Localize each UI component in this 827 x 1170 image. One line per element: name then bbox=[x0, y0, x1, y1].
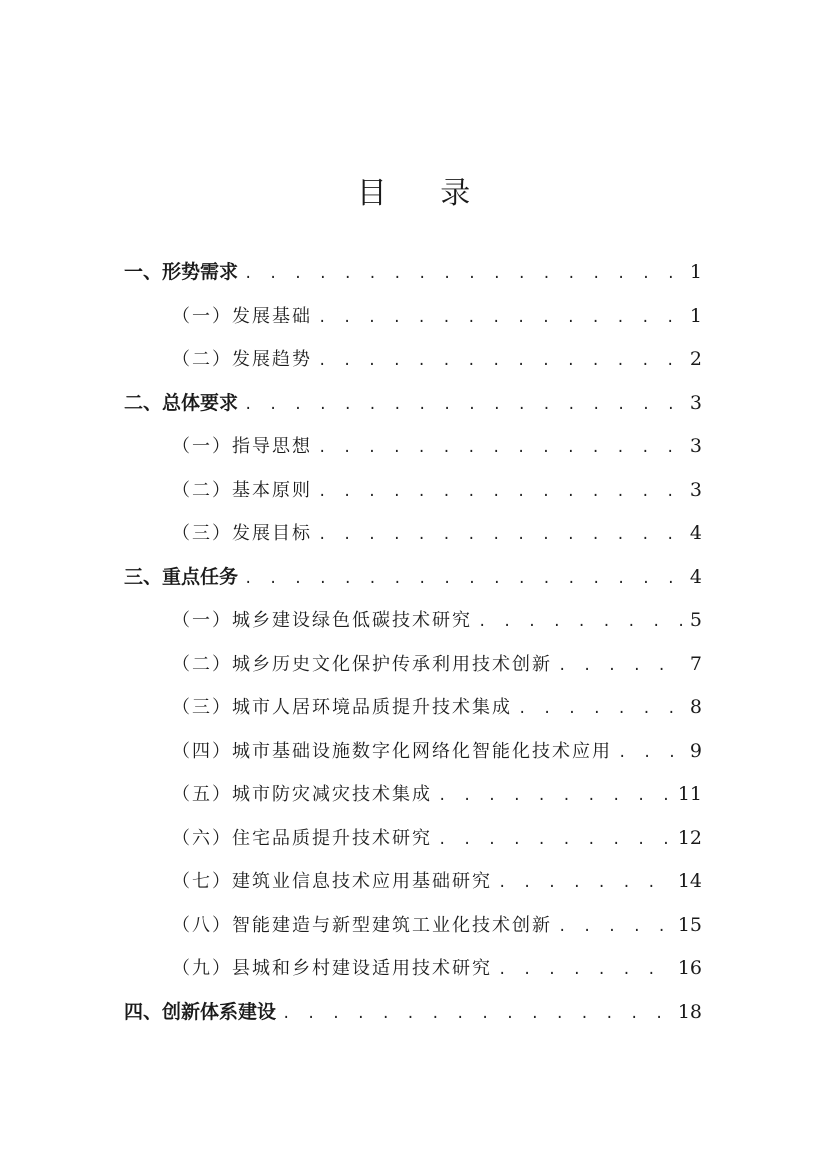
toc-entry[interactable] bbox=[124, 385, 702, 421]
dot-leader bbox=[618, 735, 684, 771]
toc-entry-page: 1 bbox=[689, 261, 702, 283]
toc-entry-label: （二）基本原则 bbox=[172, 480, 312, 501]
dot-leader bbox=[558, 648, 684, 684]
toc-entry-label: 二、总体要求 bbox=[124, 392, 239, 414]
toc-entry-label: （五）城市防灾减灾技术集成 bbox=[172, 784, 432, 805]
toc-entry-page: 2 bbox=[689, 348, 702, 370]
dot-leader bbox=[498, 952, 672, 988]
toc-entry-label: （六）住宅品质提升技术研究 bbox=[172, 828, 432, 849]
toc-entry[interactable] bbox=[124, 254, 702, 290]
toc-entry[interactable] bbox=[172, 689, 702, 725]
toc-entry[interactable] bbox=[172, 602, 702, 638]
toc-entry[interactable] bbox=[124, 994, 702, 1030]
toc-entry[interactable] bbox=[172, 515, 702, 551]
toc-entry-page: 4 bbox=[689, 522, 702, 544]
toc-entry-label: 一、形势需求 bbox=[124, 261, 239, 283]
toc-entry-label: （三）城市人居环境品质提升技术集成 bbox=[172, 697, 512, 718]
dot-leader bbox=[318, 474, 684, 510]
dot-leader bbox=[318, 343, 684, 379]
toc-entry-label: （二）发展趋势 bbox=[172, 349, 312, 370]
toc-entry-page: 16 bbox=[677, 957, 702, 979]
toc-entry[interactable] bbox=[172, 776, 702, 812]
dot-leader bbox=[282, 996, 672, 1032]
toc-entry-page: 7 bbox=[689, 653, 702, 675]
toc-entry[interactable] bbox=[172, 733, 702, 769]
dot-leader bbox=[558, 909, 672, 945]
toc-entry[interactable] bbox=[172, 863, 702, 899]
toc-entry-page: 3 bbox=[689, 392, 702, 414]
toc-entry-page: 3 bbox=[689, 435, 702, 457]
toc-entry-page: 5 bbox=[689, 609, 702, 631]
toc-entry-label: （三）发展目标 bbox=[172, 523, 312, 544]
dot-leader bbox=[478, 604, 684, 640]
toc-entry-label: （一）城乡建设绿色低碳技术研究 bbox=[172, 610, 472, 631]
toc-entry-label: （八）智能建造与新型建筑工业化技术创新 bbox=[172, 915, 552, 936]
dot-leader bbox=[518, 691, 684, 727]
toc-entry-page: 15 bbox=[677, 914, 702, 936]
toc-entry-page: 12 bbox=[677, 827, 702, 849]
toc-entry[interactable] bbox=[172, 646, 702, 682]
toc-entry[interactable] bbox=[172, 820, 702, 856]
dot-leader bbox=[498, 865, 672, 901]
toc-entry[interactable] bbox=[172, 341, 702, 377]
toc-entry-label: 四、创新体系建设 bbox=[124, 1001, 277, 1023]
dot-leader bbox=[318, 430, 684, 466]
dot-leader bbox=[244, 561, 684, 597]
toc-entry-page: 4 bbox=[689, 566, 702, 588]
toc-entry-page: 1 bbox=[689, 305, 702, 327]
toc-entry[interactable] bbox=[172, 472, 702, 508]
toc-entry-label: （九）县城和乡村建设适用技术研究 bbox=[172, 958, 492, 979]
toc-entry-label: （二）城乡历史文化保护传承利用技术创新 bbox=[172, 654, 552, 675]
toc-entry-page: 3 bbox=[689, 479, 702, 501]
dot-leader bbox=[438, 778, 672, 814]
toc-entry-page: 18 bbox=[677, 1001, 702, 1023]
toc-entry-page: 14 bbox=[677, 870, 702, 892]
dot-leader bbox=[318, 300, 684, 336]
toc-title: 目 录 bbox=[356, 176, 493, 211]
dot-leader bbox=[244, 387, 684, 423]
dot-leader bbox=[438, 822, 672, 858]
toc-entry-label: （一）指导思想 bbox=[172, 436, 312, 457]
toc-entry[interactable] bbox=[172, 298, 702, 334]
toc-entry-label: （四）城市基础设施数字化网络化智能化技术应用 bbox=[172, 741, 612, 762]
toc-entry-page: 9 bbox=[689, 740, 702, 762]
toc-entry[interactable] bbox=[124, 559, 702, 595]
toc-entry-page: 11 bbox=[677, 783, 702, 805]
toc-entry-label: （一）发展基础 bbox=[172, 306, 312, 327]
toc-entry[interactable] bbox=[172, 428, 702, 464]
toc-entry[interactable] bbox=[172, 950, 702, 986]
toc-entry[interactable] bbox=[172, 907, 702, 943]
toc-entry-page: 8 bbox=[689, 696, 702, 718]
dot-leader bbox=[318, 517, 684, 553]
toc-entry-label: 三、重点任务 bbox=[124, 566, 239, 588]
dot-leader bbox=[244, 256, 684, 292]
toc-entry-label: （七）建筑业信息技术应用基础研究 bbox=[172, 871, 492, 892]
